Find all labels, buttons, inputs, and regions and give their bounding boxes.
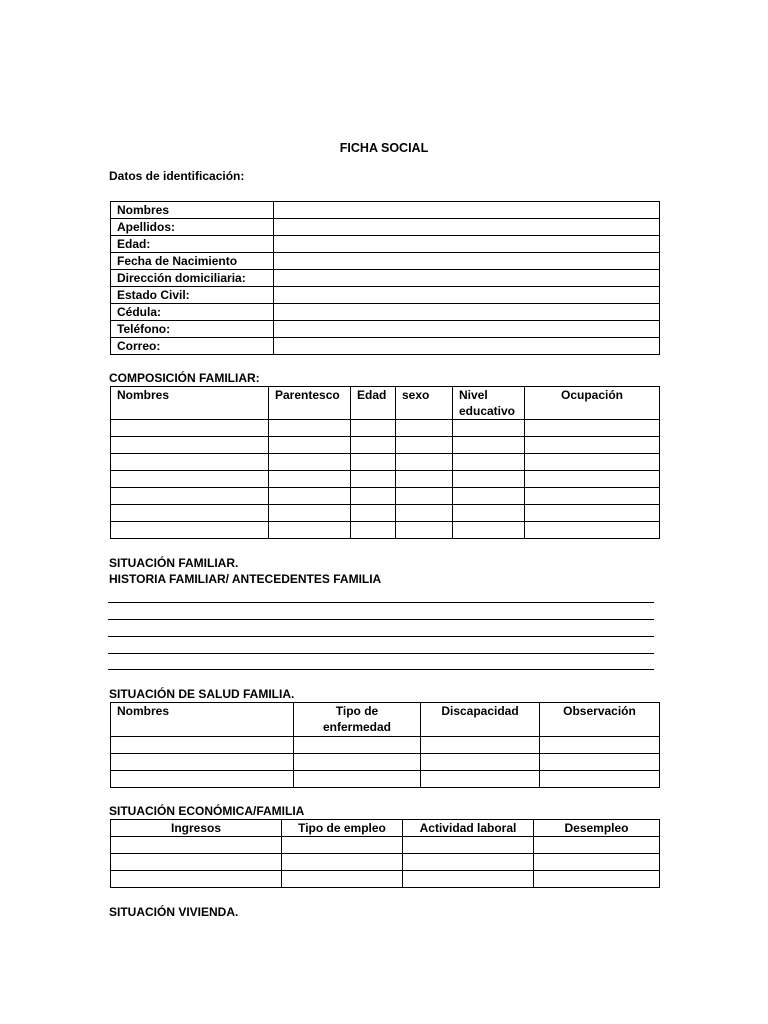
table-header-row — [111, 820, 660, 837]
health-heading: SITUACIÓN DE SALUD FAMILIA. — [109, 687, 295, 701]
column-header: Tipo de empleo — [282, 820, 403, 837]
table-cell[interactable] — [396, 437, 453, 454]
table-cell[interactable] — [111, 505, 269, 522]
table-row — [111, 236, 660, 253]
table-cell[interactable] — [453, 437, 525, 454]
housing-heading: SITUACIÓN VIVIENDA. — [109, 905, 239, 919]
table-cell[interactable] — [111, 754, 294, 771]
table-cell[interactable] — [540, 771, 660, 788]
column-header: Tipo de enfermedad — [294, 703, 421, 737]
identification-table — [110, 201, 660, 355]
table-row — [111, 854, 660, 871]
field-label: Edad: — [111, 236, 274, 253]
field-label: Correo: — [111, 338, 274, 355]
table-cell[interactable] — [351, 488, 396, 505]
table-cell[interactable] — [525, 420, 660, 437]
field-value[interactable] — [274, 270, 660, 287]
field-value[interactable] — [274, 219, 660, 236]
column-header: Desempleo — [534, 820, 660, 837]
table-cell[interactable] — [534, 871, 660, 888]
table-cell[interactable] — [111, 471, 269, 488]
table-cell[interactable] — [421, 754, 540, 771]
field-value[interactable] — [274, 304, 660, 321]
table-cell[interactable] — [534, 837, 660, 854]
table-cell[interactable] — [525, 505, 660, 522]
table-cell[interactable] — [269, 505, 351, 522]
writing-line[interactable] — [108, 619, 654, 620]
table-cell[interactable] — [269, 454, 351, 471]
table-cell[interactable] — [403, 837, 534, 854]
table-row — [111, 522, 660, 539]
table-row — [111, 287, 660, 304]
table-cell[interactable] — [396, 505, 453, 522]
table-row — [111, 219, 660, 236]
field-label: Dirección domiciliaria: — [111, 270, 274, 287]
table-cell[interactable] — [111, 420, 269, 437]
field-label: Nombres — [111, 202, 274, 219]
table-cell[interactable] — [351, 522, 396, 539]
field-label: Teléfono: — [111, 321, 274, 338]
table-cell[interactable] — [403, 871, 534, 888]
table-row — [111, 270, 660, 287]
field-value[interactable] — [274, 253, 660, 270]
table-cell[interactable] — [282, 854, 403, 871]
economic-heading: SITUACIÓN ECONÓMICA/FAMILIA — [109, 804, 305, 818]
table-row — [111, 837, 660, 854]
column-header: Nombres — [111, 387, 269, 420]
table-cell[interactable] — [294, 754, 421, 771]
table-cell[interactable] — [453, 522, 525, 539]
table-cell[interactable] — [269, 471, 351, 488]
table-header-row — [111, 703, 660, 737]
table-cell[interactable] — [453, 488, 525, 505]
field-label: Estado Civil: — [111, 287, 274, 304]
table-cell[interactable] — [421, 737, 540, 754]
writing-line[interactable] — [108, 669, 654, 670]
identification-heading: Datos de identificación: — [109, 169, 245, 183]
table-cell[interactable] — [282, 837, 403, 854]
family-situation-heading: SITUACIÓN FAMILIAR. — [109, 556, 239, 570]
table-cell[interactable] — [525, 471, 660, 488]
table-cell[interactable] — [453, 420, 525, 437]
table-cell[interactable] — [540, 754, 660, 771]
column-header: Discapacidad — [421, 703, 540, 737]
writing-line[interactable] — [108, 653, 654, 654]
table-cell[interactable] — [351, 420, 396, 437]
table-cell[interactable] — [269, 488, 351, 505]
table-cell[interactable] — [453, 505, 525, 522]
column-header: sexo — [396, 387, 453, 420]
field-value[interactable] — [274, 321, 660, 338]
table-cell[interactable] — [396, 471, 453, 488]
table-row — [111, 737, 660, 754]
table-cell[interactable] — [111, 488, 269, 505]
table-cell[interactable] — [453, 454, 525, 471]
field-label: Fecha de Nacimiento — [111, 253, 274, 270]
table-cell[interactable] — [525, 522, 660, 539]
family-history-heading: HISTORIA FAMILIAR/ ANTECEDENTES FAMILIA — [109, 572, 382, 586]
column-header: Nivel educativo — [453, 387, 525, 420]
column-header: Parentesco — [269, 387, 351, 420]
field-value[interactable] — [274, 202, 660, 219]
economic-table — [110, 819, 660, 888]
column-header: Actividad laboral — [403, 820, 534, 837]
table-cell[interactable] — [111, 871, 282, 888]
table-cell[interactable] — [534, 854, 660, 871]
table-cell[interactable] — [111, 437, 269, 454]
table-cell[interactable] — [396, 454, 453, 471]
table-row — [111, 338, 660, 355]
table-cell[interactable] — [351, 437, 396, 454]
column-header: Nombres — [111, 703, 294, 737]
table-cell[interactable] — [111, 737, 294, 754]
table-cell[interactable] — [111, 771, 294, 788]
column-header: Ocupación — [525, 387, 660, 420]
table-row — [111, 304, 660, 321]
table-cell[interactable] — [294, 737, 421, 754]
composition-table — [110, 386, 660, 539]
table-cell[interactable] — [351, 454, 396, 471]
document-title: FICHA SOCIAL — [339, 141, 429, 155]
field-value[interactable] — [274, 236, 660, 253]
table-row — [111, 202, 660, 219]
table-header-row — [111, 387, 660, 420]
table-row — [111, 437, 660, 454]
table-row — [111, 871, 660, 888]
column-header: Ingresos — [111, 820, 282, 837]
table-cell[interactable] — [351, 505, 396, 522]
table-cell[interactable] — [453, 471, 525, 488]
table-row — [111, 771, 660, 788]
writing-line[interactable] — [108, 602, 654, 603]
table-cell[interactable] — [540, 737, 660, 754]
table-cell[interactable] — [396, 420, 453, 437]
table-cell[interactable] — [269, 522, 351, 539]
table-cell[interactable] — [396, 488, 453, 505]
writing-line[interactable] — [108, 636, 654, 637]
table-cell[interactable] — [421, 771, 540, 788]
table-cell[interactable] — [111, 854, 282, 871]
table-row — [111, 420, 660, 437]
field-label: Cédula: — [111, 304, 274, 321]
table-cell[interactable] — [403, 854, 534, 871]
table-row — [111, 253, 660, 270]
column-header: Edad — [351, 387, 396, 420]
health-table — [110, 702, 660, 788]
table-row — [111, 754, 660, 771]
field-value[interactable] — [274, 287, 660, 304]
table-cell[interactable] — [351, 471, 396, 488]
field-label: Apellidos: — [111, 219, 274, 236]
table-cell[interactable] — [111, 454, 269, 471]
table-cell[interactable] — [525, 437, 660, 454]
table-row — [111, 488, 660, 505]
table-row — [111, 471, 660, 488]
table-cell[interactable] — [269, 420, 351, 437]
column-header: Observación — [540, 703, 660, 737]
field-value[interactable] — [274, 338, 660, 355]
composition-heading: COMPOSICIÓN FAMILIAR: — [109, 371, 260, 385]
table-row — [111, 505, 660, 522]
table-cell[interactable] — [294, 771, 421, 788]
table-cell[interactable] — [111, 522, 269, 539]
table-cell[interactable] — [282, 871, 403, 888]
table-cell[interactable] — [525, 454, 660, 471]
table-cell[interactable] — [525, 488, 660, 505]
table-row — [111, 321, 660, 338]
table-cell[interactable] — [396, 522, 453, 539]
table-cell[interactable] — [111, 837, 282, 854]
table-row — [111, 454, 660, 471]
table-cell[interactable] — [269, 437, 351, 454]
